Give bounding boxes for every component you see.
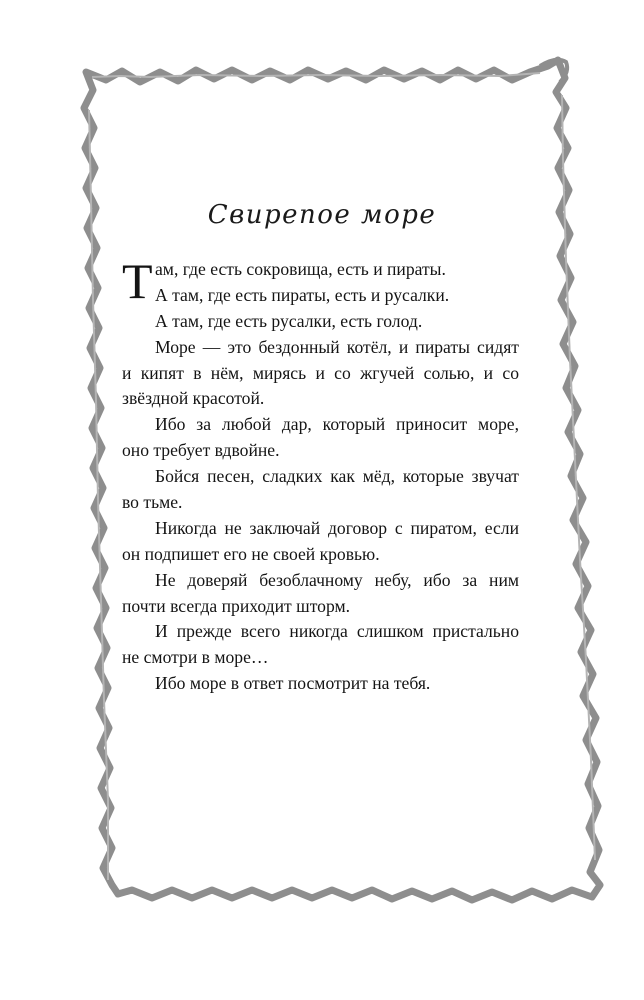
poem-line-8: оно требует вдвойне. xyxy=(122,440,280,461)
drop-cap: Т xyxy=(122,253,153,309)
poem-line-6: звёздной красотой. xyxy=(122,388,265,409)
poem-line-2: А там, где есть пираты, есть и русалки. xyxy=(155,284,450,305)
poem-line-11: Никогда не заключай договор с пиратом, если xyxy=(155,517,519,538)
poem-line-4: Море — это бездонный котёл, и пираты сидят xyxy=(155,336,519,357)
poem-line-10: во тьме. xyxy=(122,492,183,513)
poem-line-12: он подпишет его не своей кровью. xyxy=(122,543,380,564)
poem-line-17: Ибо море в ответ посмотрит на тебя. xyxy=(155,673,431,694)
page-title: Свирепое море xyxy=(207,200,437,230)
poem-text xyxy=(122,253,519,697)
poem-line-7: Ибо за любой дар, который приносит море, xyxy=(155,414,519,435)
poem-line-15: И прежде всего никогда слишком пристально xyxy=(155,621,519,642)
poem-line-16: не смотри в море… xyxy=(122,647,269,668)
poem-line-text: ам, где есть сокровища, есть и пираты. xyxy=(155,259,446,279)
poem-line-13: Не доверяй безоблачному небу, ибо за ним xyxy=(155,569,519,590)
poem-line-3: А там, где есть русалки, есть голод. xyxy=(155,310,423,331)
poem-line-9: Бойся песен, сладких как мёд, которые звучат xyxy=(155,466,519,487)
poem-line-5: и кипят в нём, мирясь и со жгучей солью, и со xyxy=(122,362,519,383)
poem-line-14: почти всегда приходит шторм. xyxy=(122,595,351,616)
